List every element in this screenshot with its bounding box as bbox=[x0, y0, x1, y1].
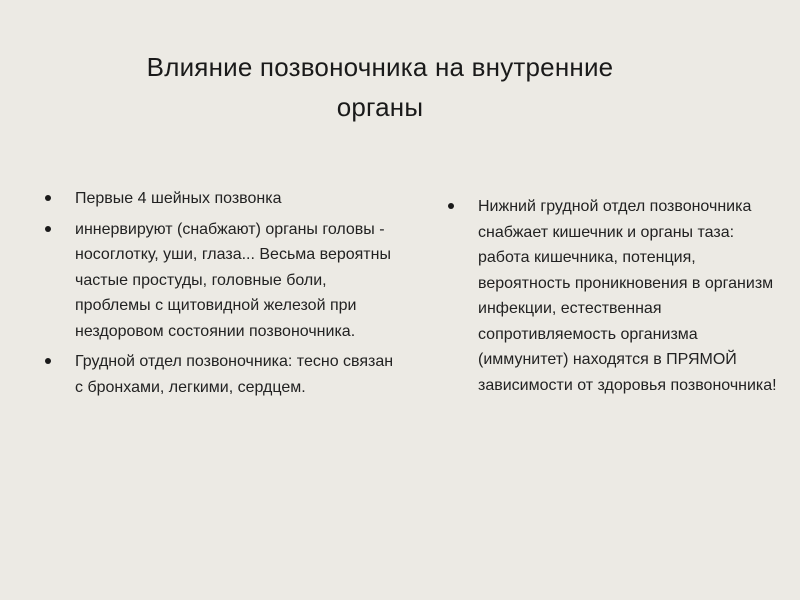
slide-title bbox=[70, 47, 690, 127]
title-line-1: Влияние позвоночника на внутренние bbox=[146, 52, 614, 83]
list-item-text: Грудной отдел позвоночника: тесно связан с бронхами, легкими, сердцем. bbox=[75, 353, 394, 396]
list-item-text: иннервируют (снабжают) органы головы - носоглотку, уши, глаза... Весьма вероятны частые простуды, головные боли, проблемы с щитовидной железой при нездоровом состоянии позвоночника. bbox=[75, 220, 391, 340]
right-bullet-list bbox=[448, 194, 778, 403]
bullet-icon bbox=[45, 195, 51, 201]
bullet-icon bbox=[448, 203, 454, 209]
list-item-text: Первые 4 шейных позвонка bbox=[75, 190, 282, 207]
bullet-icon bbox=[45, 226, 51, 232]
list-item bbox=[45, 349, 395, 400]
left-bullet-list bbox=[45, 186, 395, 405]
list-item bbox=[45, 217, 395, 345]
bullet-icon bbox=[45, 358, 51, 364]
list-item bbox=[45, 186, 395, 212]
list-item-text: Нижний грудной отдел позвоночника снабжает кишечник и органы таза: работа кишечника, потенция, вероятность проникновения в организм инфекции, естественная сопротивляемость организма (иммунитет) находятся в ПРЯМОЙ зависимости от здоровья позвоночника! bbox=[478, 198, 777, 394]
title-line-2: органы bbox=[336, 92, 424, 123]
list-item bbox=[448, 194, 778, 398]
